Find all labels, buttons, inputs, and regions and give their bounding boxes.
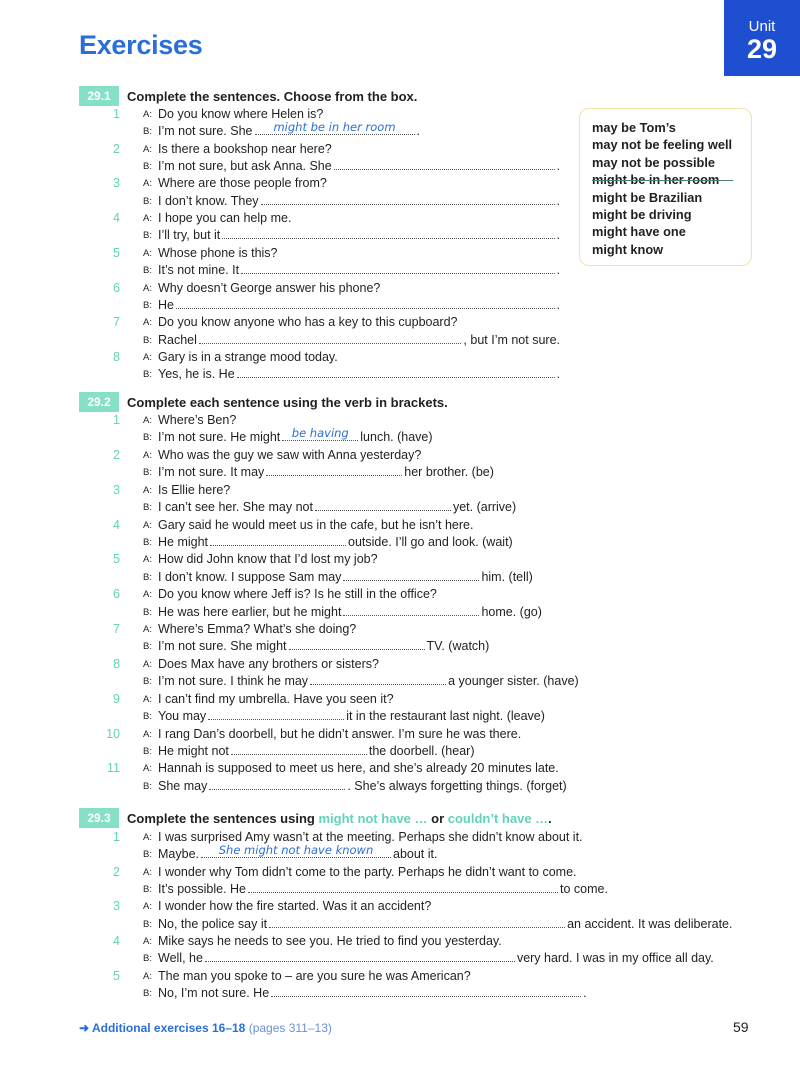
answer-text-before: He <box>158 297 174 312</box>
question-text: Who was the guy we saw with Anna yesterday? <box>158 447 422 462</box>
answer-blank[interactable] <box>222 227 554 239</box>
answer-sentence <box>158 366 560 383</box>
answer-sentence <box>158 778 567 795</box>
item-number: 1 <box>113 830 120 844</box>
exercise-header-29-3 <box>79 808 552 828</box>
speaker-a-label: A: <box>143 658 152 670</box>
answer-blank[interactable] <box>289 638 425 650</box>
answer-text-after: TV. (watch) <box>426 639 490 654</box>
speaker-b-label: B: <box>143 676 152 688</box>
question-text: Mike says he needs to see you. He tried to find you yesterday. <box>158 934 502 949</box>
speaker-a-label: A: <box>143 178 152 190</box>
exercise-instruction <box>127 811 552 826</box>
item-number: 5 <box>113 552 120 567</box>
instruction-text: or <box>431 810 445 826</box>
answer-blank[interactable] <box>210 534 346 546</box>
filled-answer: She might not have known <box>218 843 374 858</box>
question-text: Hannah is supposed to meet us here, and she’s already 20 minutes late. <box>158 761 559 776</box>
item-number: 4 <box>113 211 120 226</box>
unit-label: Unit <box>748 18 776 35</box>
question-text: I wonder why Tom didn’t come to the party. Perhaps he didn’t want to come. <box>158 864 577 879</box>
answer-blank[interactable] <box>248 881 558 893</box>
answer-text-after: . <box>556 367 560 382</box>
answer-text-after: an accident. It was deliberate. <box>567 916 733 931</box>
answer-blank[interactable] <box>201 843 391 858</box>
speaker-a-label: A: <box>143 589 152 601</box>
additional-exercises-link[interactable] <box>79 1021 332 1035</box>
answer-sentence <box>158 262 560 279</box>
item-number: 8 <box>113 656 120 671</box>
item-number: 10 <box>106 726 120 741</box>
exercise-badge: 29.1 <box>79 86 119 106</box>
question-text: I was surprised Amy wasn’t at the meeting. Perhaps she didn’t know about it. <box>158 830 583 844</box>
answer-text-before: It’s possible. He <box>158 882 247 897</box>
box-choice-item: might have one <box>592 224 686 240</box>
answer-text-before: I’m not sure, but ask Anna. She <box>158 159 332 174</box>
answer-sentence <box>158 569 533 586</box>
question-text: How did John know that I’d lost my job? <box>158 552 378 567</box>
speaker-b-label: B: <box>143 432 152 444</box>
answer-blank[interactable] <box>343 569 479 581</box>
speaker-b-label: B: <box>143 641 152 653</box>
item-number: 6 <box>113 587 120 602</box>
speaker-b-label: B: <box>143 265 152 277</box>
filled-answer: be having <box>291 426 349 441</box>
answer-text-before: Well, he <box>158 951 203 966</box>
answer-text-before: He might <box>158 534 209 549</box>
box-choice-item: might be Brazilian <box>592 189 703 205</box>
answer-sentence <box>158 985 587 1002</box>
instruction-highlight-1: might not have … <box>318 810 428 826</box>
item-number: 8 <box>113 349 120 364</box>
answer-text-after: the doorbell. (hear) <box>368 743 475 758</box>
instruction-highlight-2: couldn’t have … <box>447 810 549 826</box>
box-choice-item: may be Tom’s <box>592 120 676 135</box>
speaker-b-label: B: <box>143 126 152 138</box>
question-text: Do you know where Jeff is? Is he still in the office? <box>158 587 437 602</box>
answer-blank[interactable] <box>176 297 555 309</box>
answer-sentence <box>158 708 545 725</box>
item-number: 9 <box>113 691 120 706</box>
item-number: 6 <box>113 280 120 295</box>
answer-text-before: I don’t know. They <box>158 193 259 208</box>
speaker-a-label: A: <box>143 728 152 740</box>
unit-number: 29 <box>746 34 778 64</box>
speaker-b-label: B: <box>143 918 152 930</box>
speaker-b-label: B: <box>143 502 152 514</box>
question-text: I can’t find my umbrella. Have you seen it? <box>158 691 394 706</box>
answer-blank[interactable] <box>241 262 554 274</box>
speaker-b-label: B: <box>143 195 152 207</box>
item-number: 2 <box>113 447 120 462</box>
item-number: 1 <box>113 413 120 427</box>
answer-text-after: it in the restaurant last night. (leave) <box>346 709 545 724</box>
answer-text-after: . <box>556 263 560 278</box>
answer-text-after: yet. (arrive) <box>452 500 517 515</box>
answer-text-after: lunch. (have) <box>360 430 433 445</box>
instruction-text: Complete the sentences using <box>127 810 315 826</box>
answer-text-before: I’m not sure. She <box>158 124 253 139</box>
speaker-b-label: B: <box>143 780 152 792</box>
answer-text-after: to come. <box>560 882 608 897</box>
speaker-a-label: A: <box>143 415 152 426</box>
item-number: 7 <box>113 622 120 637</box>
answer-text-after: . She’s always forgetting things. (forget) <box>347 778 567 793</box>
answer-text-after: . <box>583 986 587 1001</box>
exercise-instruction: Complete the sentences. Choose from the box. <box>127 88 418 104</box>
question-text: Whose phone is this? <box>158 245 278 260</box>
answer-sentence <box>158 743 475 760</box>
answer-text-before: Maybe. <box>158 847 199 862</box>
question-text: The man you spoke to – are you sure he was American? <box>158 968 471 983</box>
speaker-a-label: A: <box>143 936 152 948</box>
link-text: ➜ Additional exercises 16–18 <box>79 1021 246 1035</box>
answer-sentence <box>158 193 560 210</box>
speaker-a-label: A: <box>143 282 152 294</box>
question-text: Where’s Ben? <box>158 413 237 427</box>
box-choice-item: might know <box>592 241 664 257</box>
box-choice-item: might be in her room <box>592 171 751 188</box>
exercise-badge: 29.2 <box>79 392 119 412</box>
question-text: Does Max have any brothers or sisters? <box>158 656 379 671</box>
item-number: 7 <box>113 315 120 330</box>
answer-text-before: No, I’m not sure. He <box>158 986 270 1001</box>
speaker-b-label: B: <box>143 467 152 479</box>
answer-text-after: . <box>556 159 560 174</box>
answer-text-before: No, the police say it <box>158 916 268 931</box>
speaker-b-label: B: <box>143 745 152 757</box>
item-number: 3 <box>113 176 120 191</box>
speaker-a-label: A: <box>143 109 152 120</box>
link-pages: (pages 311–13) <box>248 1021 332 1035</box>
speaker-a-label: A: <box>143 866 152 878</box>
speaker-a-label: A: <box>143 317 152 329</box>
item-number: 3 <box>113 899 120 914</box>
answer-sentence <box>158 332 560 349</box>
unit-tab <box>724 0 800 76</box>
page-number: 59 <box>733 1019 749 1035</box>
answer-sentence <box>158 534 513 551</box>
answer-sentence <box>158 843 438 863</box>
answer-text-after: a younger sister. (have) <box>448 674 579 689</box>
speaker-b-label: B: <box>143 334 152 346</box>
speaker-b-label: B: <box>143 536 152 548</box>
answer-text-after: about it. <box>393 847 438 862</box>
answer-blank[interactable] <box>209 778 345 790</box>
answer-blank[interactable] <box>231 743 367 755</box>
speaker-b-label: B: <box>143 161 152 173</box>
answer-text-before: He might not <box>158 743 229 758</box>
answer-sentence <box>158 120 420 140</box>
answer-blank[interactable] <box>237 366 555 378</box>
answer-text-before: I can’t see her. She may not <box>158 500 313 515</box>
answer-text-before: It’s not mine. It <box>158 263 240 278</box>
answer-blank[interactable] <box>334 158 555 170</box>
answer-sentence <box>158 158 560 175</box>
answer-sentence <box>158 604 542 621</box>
answer-text-after: him. (tell) <box>481 569 533 584</box>
question-text: Gary said he would meet us in the cafe, but he isn’t here. <box>158 517 474 532</box>
answer-text-after: very hard. I was in my office all day. <box>516 951 714 966</box>
answer-text-before: Rachel <box>158 332 197 347</box>
item-number: 2 <box>113 864 120 879</box>
speaker-b-label: B: <box>143 369 152 381</box>
speaker-a-label: A: <box>143 143 152 155</box>
answer-blank[interactable] <box>205 950 515 962</box>
item-number: 2 <box>113 141 120 156</box>
answer-text-before: I’m not sure. He might <box>158 430 281 445</box>
speaker-a-label: A: <box>143 901 152 913</box>
question-text: Where’s Emma? What’s she doing? <box>158 622 357 637</box>
answer-blank[interactable] <box>271 985 581 997</box>
answer-text-after: her brother. (be) <box>404 465 494 480</box>
question-text: Do you know anyone who has a key to this cupboard? <box>158 315 458 330</box>
speaker-a-label: A: <box>143 351 152 363</box>
question-text: I wonder how the fire started. Was it an accident? <box>158 899 432 914</box>
speaker-a-label: A: <box>143 693 152 705</box>
answer-choice-box <box>579 108 752 266</box>
item-number: 4 <box>113 934 120 949</box>
speaker-a-label: A: <box>143 213 152 225</box>
item-number: 1 <box>113 107 120 121</box>
answer-blank[interactable] <box>208 708 344 720</box>
item-number: 5 <box>113 968 120 983</box>
answer-text-before: He was here earlier, but he might <box>158 604 342 619</box>
answer-sentence <box>158 673 579 690</box>
speaker-a-label: A: <box>143 519 152 531</box>
speaker-a-label: A: <box>143 554 152 566</box>
exercise-instruction: Complete each sentence using the verb in brackets. <box>127 394 448 410</box>
speaker-b-label: B: <box>143 884 152 896</box>
speaker-b-label: B: <box>143 230 152 242</box>
speaker-a-label: A: <box>143 970 152 982</box>
question-text: I rang Dan’s doorbell, but he didn’t answer. I’m sure he was there. <box>158 726 522 741</box>
filled-answer: might be in her room <box>273 120 396 135</box>
answer-sentence <box>158 426 433 446</box>
exercise-badge: 29.3 <box>79 808 119 828</box>
answer-text-after: . <box>556 193 560 208</box>
answer-blank[interactable] <box>199 332 462 344</box>
answer-text-before: I’ll try, but it <box>158 228 221 243</box>
item-number: 5 <box>113 245 120 260</box>
question-text: I hope you can help me. <box>158 211 292 226</box>
speaker-b-label: B: <box>143 571 152 583</box>
item-number: 4 <box>113 517 120 532</box>
answer-text-before: She may <box>158 778 208 793</box>
speaker-b-label: B: <box>143 988 152 1000</box>
box-choice-item: might be driving <box>592 207 692 223</box>
answer-text-before: You may <box>158 709 207 724</box>
exercise-header-29-1 <box>79 86 417 106</box>
speaker-b-label: B: <box>143 711 152 723</box>
question-text: Why doesn’t George answer his phone? <box>158 280 381 295</box>
answer-blank[interactable] <box>310 673 446 685</box>
answer-sentence <box>158 950 714 967</box>
item-number: 3 <box>113 482 120 497</box>
speaker-a-label: A: <box>143 624 152 636</box>
question-text: Do you know where Helen is? <box>158 107 324 121</box>
answer-sentence <box>158 499 516 516</box>
answer-text-after: home. (go) <box>481 604 542 619</box>
item-number: 11 <box>107 761 120 776</box>
exercise-header-29-2 <box>79 392 448 412</box>
speaker-b-label: B: <box>143 849 152 861</box>
answer-text-after: . <box>416 124 420 139</box>
answer-blank[interactable] <box>266 464 402 476</box>
answer-text-after: , but I’m not sure. <box>463 332 560 347</box>
answer-sentence <box>158 297 560 314</box>
answer-blank[interactable] <box>343 604 479 616</box>
answer-text-before: I’m not sure. It may <box>158 465 265 480</box>
question-text: Is there a bookshop near here? <box>158 141 332 156</box>
answer-text-after: outside. I’ll go and look. (wait) <box>348 534 513 549</box>
answer-text-after: . <box>556 228 560 243</box>
answer-sentence <box>158 227 560 244</box>
answer-blank[interactable] <box>255 120 415 135</box>
answer-sentence <box>158 916 732 933</box>
answer-blank[interactable] <box>269 916 565 928</box>
speaker-a-label: A: <box>143 247 152 259</box>
speaker-a-label: A: <box>143 763 152 775</box>
answer-text-after: . <box>556 297 560 312</box>
answer-sentence <box>158 881 608 898</box>
question-text: Gary is in a strange mood today. <box>158 349 338 364</box>
page-title: Exercises <box>79 30 203 60</box>
speaker-b-label: B: <box>143 606 152 618</box>
speaker-a-label: A: <box>143 484 152 496</box>
speaker-b-label: B: <box>143 953 152 965</box>
box-choice-item: may not be possible <box>592 154 716 170</box>
speaker-a-label: A: <box>143 449 152 461</box>
box-choice-item: may not be feeling well <box>592 137 733 153</box>
answer-text-before: Yes, he is. He <box>158 367 235 382</box>
instruction-text: . <box>548 810 552 826</box>
speaker-a-label: A: <box>143 832 152 843</box>
answer-blank[interactable] <box>282 426 358 441</box>
answer-sentence <box>158 638 489 655</box>
answer-blank[interactable] <box>315 499 451 511</box>
question-text: Is Ellie here? <box>158 482 231 497</box>
question-text: Where are those people from? <box>158 176 327 191</box>
answer-text-before: I’m not sure. I think he may <box>158 674 309 689</box>
answer-sentence <box>158 464 494 481</box>
answer-blank[interactable] <box>261 193 555 205</box>
answer-text-before: I don’t know. I suppose Sam may <box>158 569 342 584</box>
speaker-b-label: B: <box>143 299 152 311</box>
answer-text-before: I’m not sure. She might <box>158 639 287 654</box>
